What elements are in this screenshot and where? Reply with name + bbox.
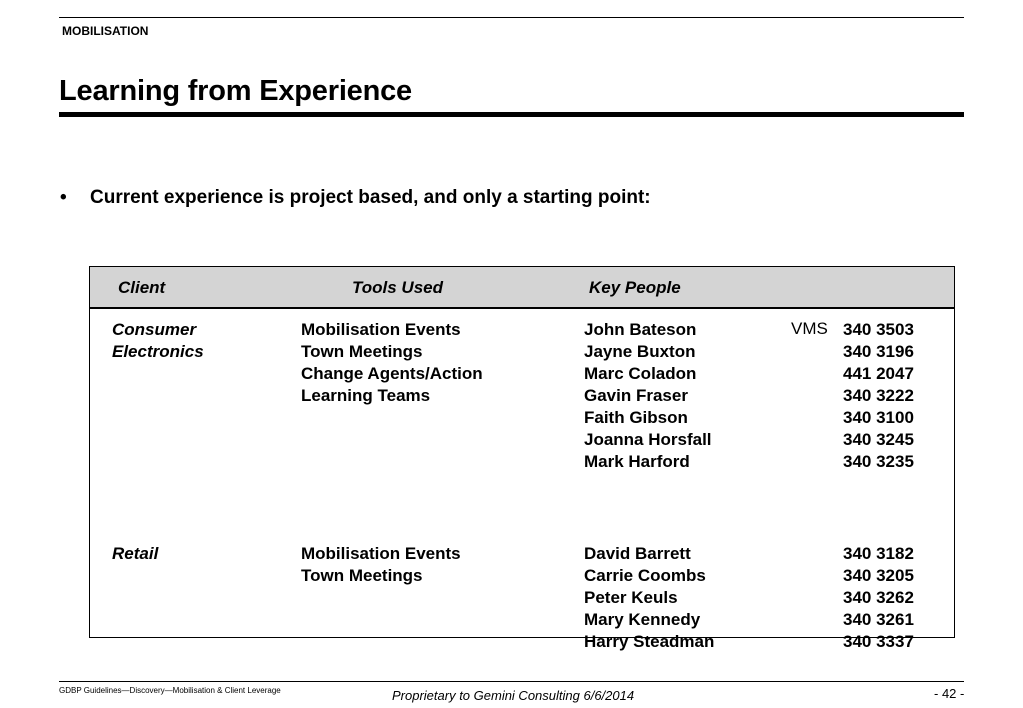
header-client: Client [118,278,166,297]
tools-list [301,543,461,587]
people-list [584,319,712,473]
people-list [584,543,714,653]
phone-number: 340 3337 [843,632,914,651]
phone-number: 340 3235 [843,452,914,471]
person-name: Mary Kennedy [584,610,701,629]
tool-item: Mobilisation Events [301,320,461,339]
person-name: Carrie Coombs [584,566,706,585]
phone-number: 340 3222 [843,386,914,405]
phone-number: 340 3182 [843,544,914,563]
phone-number: 340 3503 [843,320,914,339]
phone-number: 340 3262 [843,588,914,607]
client-name: Retail [112,544,159,563]
person-name: John Bateson [584,320,697,339]
phone-number: 340 3100 [843,408,914,427]
phone-list [843,543,914,653]
tool-item: Mobilisation Events [301,544,461,563]
client-name: Consumer Electronics [112,320,204,361]
phone-number: 441 2047 [843,364,914,383]
person-name: Harry Steadman [584,632,715,651]
tool-item: Town Meetings [301,566,423,585]
person-name: Faith Gibson [584,408,688,427]
person-name: Mark Harford [584,452,690,471]
tools-list [301,319,483,407]
person-name: Jayne Buxton [584,342,696,361]
section-label: MOBILISATION [62,24,149,38]
vms-label: VMS [791,319,828,338]
page-title: Learning from Experience [59,75,412,107]
bullet-symbol: • [60,187,67,208]
tool-item: Town Meetings [301,342,423,361]
bullet-text: Current experience is project based, and only a starting point: [90,187,651,208]
table-header-row [90,267,954,309]
person-name: Joanna Horsfall [584,430,712,449]
person-name: David Barrett [584,544,691,563]
title-rule [59,112,964,117]
page-number: - 42 - [934,686,965,701]
tool-item: Change Agents/Action [301,364,483,383]
phone-number: 340 3205 [843,566,914,585]
footer-proprietary: Proprietary to Gemini Consulting 6/6/2014 [392,688,635,703]
phone-number: 340 3245 [843,430,914,449]
phone-list [843,319,914,473]
header-tools-used: Tools Used [352,278,443,297]
header-key-people: Key People [589,278,681,297]
footer-source: GDBP Guidelines—Discovery—Mobilisation & Client Leverage [59,686,281,695]
tool-item: Learning Teams [301,386,431,405]
phone-number: 340 3196 [843,342,914,361]
person-name: Marc Coladon [584,364,697,383]
top-rule [59,17,964,18]
footer-rule [59,681,964,682]
phone-number: 340 3261 [843,610,914,629]
person-name: Peter Keuls [584,588,678,607]
person-name: Gavin Fraser [584,386,688,405]
